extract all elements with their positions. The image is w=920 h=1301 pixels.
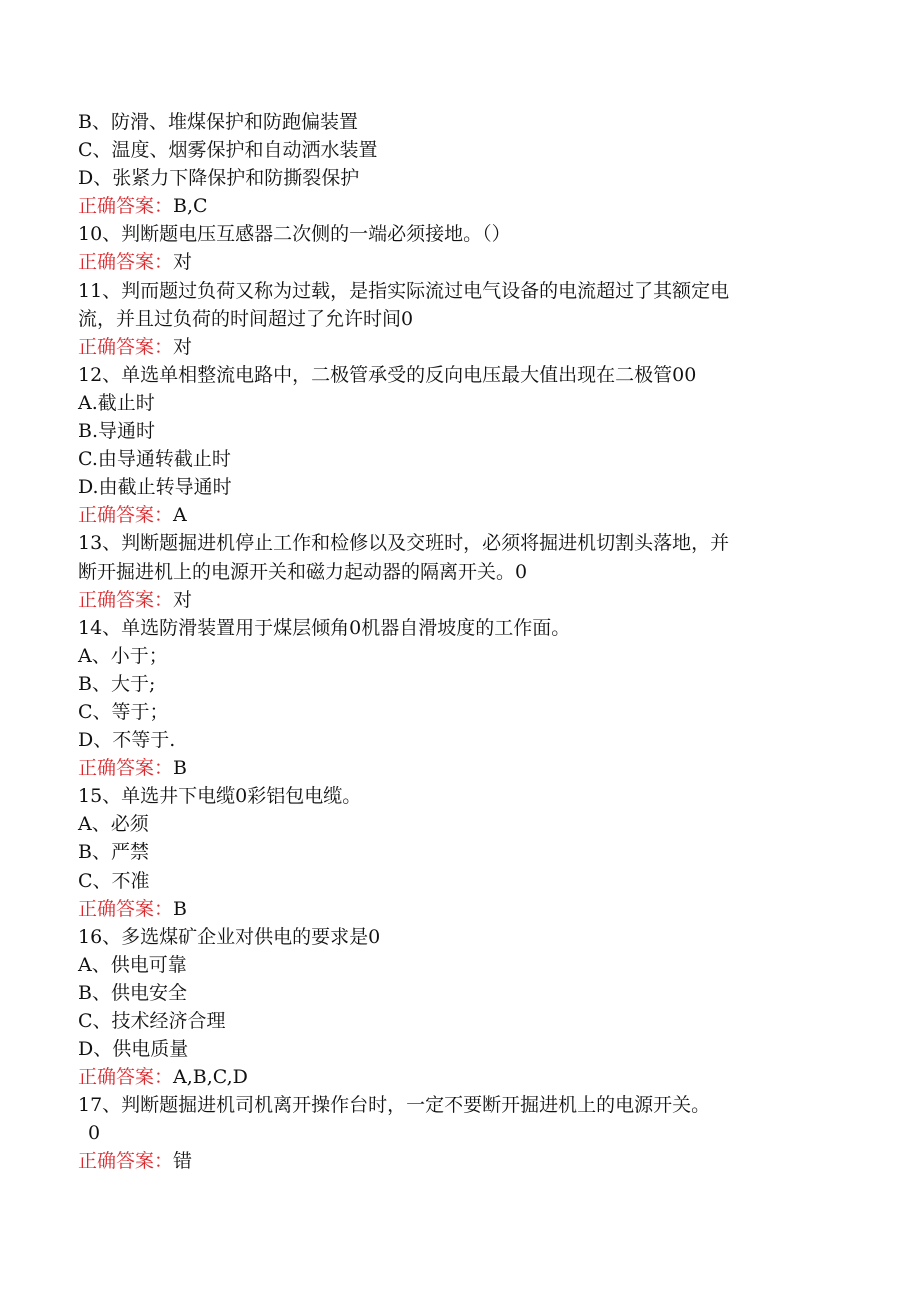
answer-value: 对 bbox=[173, 335, 193, 358]
answer-line bbox=[78, 754, 838, 782]
question-line: 14、单选防滑装置用于煤层倾角0机器自滑坡度的工作面。 bbox=[78, 616, 571, 639]
answer-value: B,C bbox=[173, 195, 208, 218]
option-line: C、等于； bbox=[78, 700, 169, 723]
answer-label: 正确答案： bbox=[78, 757, 174, 780]
answer-line bbox=[78, 1147, 838, 1175]
option-line: A.截止时 bbox=[78, 391, 155, 414]
question-line: 16、多选煤矿企业对供电的要求是0 bbox=[78, 925, 381, 948]
question-continuation-line: 断开掘进机上的电源开关和磁力起动器的隔离开关。0 bbox=[78, 560, 528, 583]
answer-line bbox=[78, 248, 838, 276]
answer-label: 正确答案： bbox=[78, 195, 174, 218]
answer-line bbox=[78, 501, 838, 529]
option-line: B、供电安全 bbox=[78, 981, 187, 1004]
question-line: 15、单选井下电缆0彩铝包电缆。 bbox=[78, 785, 362, 808]
option-line: C、温度、烟雾保护和自动洒水装置 bbox=[78, 139, 378, 162]
option-line: A、必须 bbox=[78, 813, 149, 836]
answer-value: A,B,C,D bbox=[173, 1066, 248, 1089]
option-line: C、技术经济合理 bbox=[78, 1010, 226, 1032]
answer-value: A bbox=[173, 504, 187, 527]
answer-line bbox=[78, 192, 838, 220]
answer-value: 对 bbox=[173, 251, 193, 274]
option-line: B、防滑、堆煤保护和防跑偏装置 bbox=[78, 111, 358, 133]
option-line: B.导通时 bbox=[78, 420, 156, 443]
answer-value: B bbox=[173, 757, 187, 780]
document-page bbox=[78, 108, 838, 1176]
answer-label: 正确答案： bbox=[78, 1066, 174, 1089]
question-line: 17、判断题掘进机司机离开操作台时，一定不要断开掘进机上的电源开关。 bbox=[78, 1094, 711, 1117]
answer-label: 正确答案： bbox=[78, 1150, 174, 1173]
answer-line bbox=[78, 1063, 838, 1091]
option-line: C.由导通转截止时 bbox=[78, 448, 231, 471]
option-line: C、不准 bbox=[78, 869, 150, 892]
answer-value: 错 bbox=[173, 1150, 193, 1173]
option-line: D.由截止转导通时 bbox=[78, 476, 232, 499]
answer-line bbox=[78, 333, 838, 361]
answer-label: 正确答案： bbox=[78, 335, 174, 358]
answer-label: 正确答案： bbox=[78, 251, 174, 274]
answer-label: 正确答案： bbox=[78, 588, 174, 611]
answer-value: 对 bbox=[173, 588, 193, 611]
option-line: D、供电质量 bbox=[78, 1038, 189, 1061]
answer-label: 正确答案： bbox=[78, 897, 174, 920]
question-continuation-line: 流，并且过负荷的时间超过了允许时间0 bbox=[78, 307, 414, 330]
question-line: 12、单选单相整流电路中，二极管承受的反向电压最大值出现在二极管00 bbox=[78, 363, 697, 386]
question-line: 10、判断题电压互感器二次侧的一端必须接地。（） bbox=[78, 223, 511, 246]
answer-line bbox=[78, 586, 838, 614]
question-continuation-line: 0 bbox=[88, 1122, 101, 1145]
answer-value: B bbox=[173, 897, 187, 920]
option-line: D、不等于. bbox=[78, 729, 176, 752]
option-line: D、张紧力下降保护和防撕裂保护 bbox=[78, 167, 360, 190]
answer-label: 正确答案： bbox=[78, 504, 174, 527]
option-line: B、严禁 bbox=[78, 841, 149, 864]
answer-line bbox=[78, 895, 838, 923]
option-line: B、大于; bbox=[78, 672, 156, 695]
option-line: A、小于； bbox=[78, 644, 168, 667]
option-line: A、供电可靠 bbox=[78, 953, 187, 976]
question-line: 11、判而题过负荷又称为过载，是指实际流过电气设备的电流超过了其额定电 bbox=[78, 279, 730, 302]
question-line: 13、判断题掘进机停止工作和检修以及交班时，必须将掘进机切割头落地，并 bbox=[78, 532, 730, 555]
